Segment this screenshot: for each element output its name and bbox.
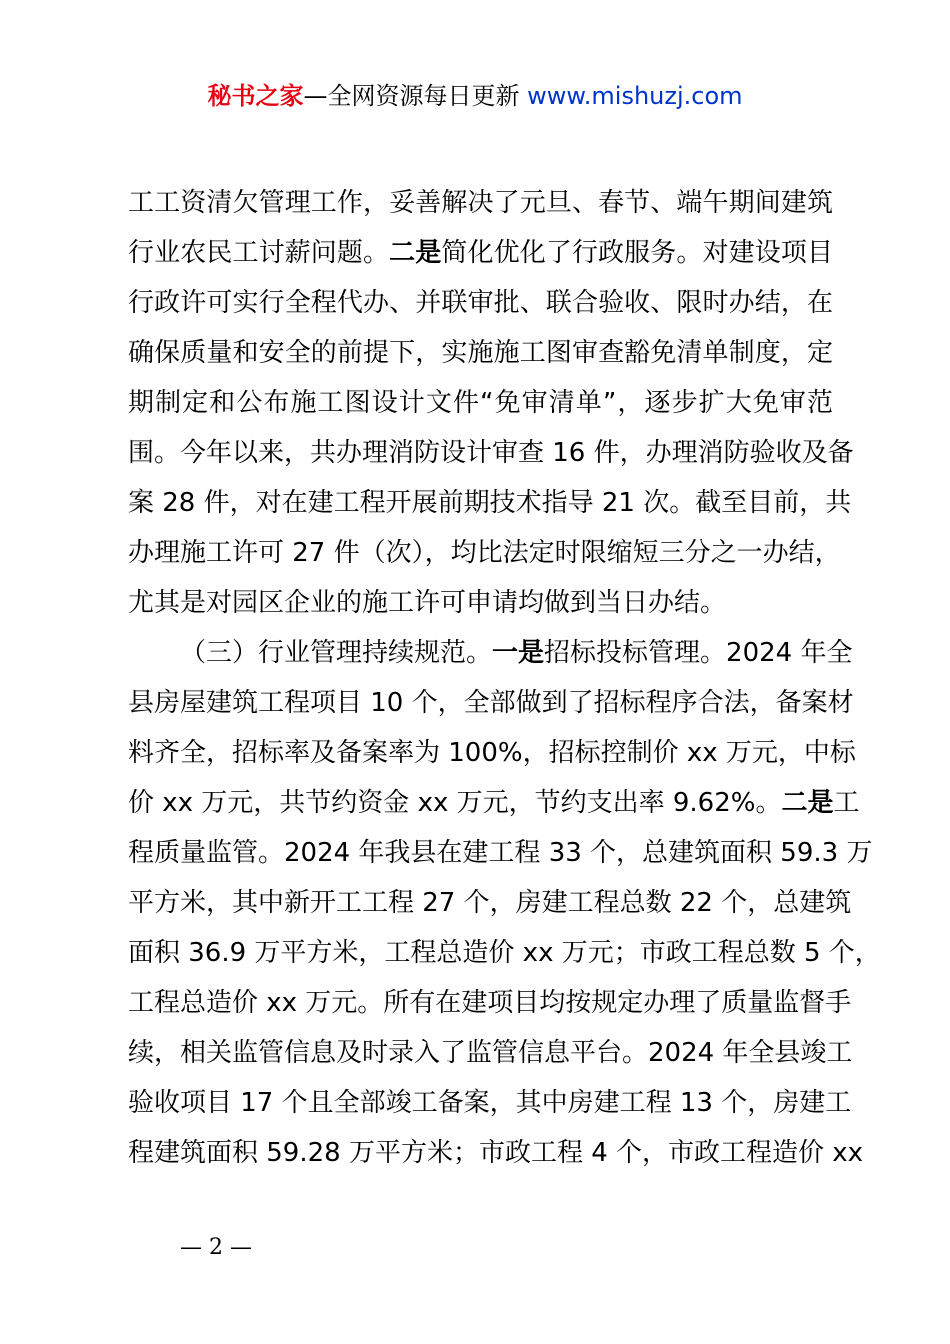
text-line: 办理施工许可 27 件（次），均比法定时限缩短三分之一办结，	[128, 538, 841, 568]
page-number: — 2 —	[180, 1235, 252, 1260]
document-body	[128, 183, 881, 1183]
text-line: 工工资清欠管理工作，妥善解决了元旦、春节、端午期间建筑	[128, 188, 833, 218]
text-line: 围。今年以来，共办理消防设计审查 16 件，办理消防验收及备	[128, 438, 854, 468]
text-line: 价 xx 万元，共节约资金 xx 万元，节约支出率 9.62%。二是工	[128, 788, 860, 818]
text-line: 工程总造价 xx 万元。所有在建项目均按规定办理了质量监督手	[128, 988, 852, 1018]
text-line: 行业农民工讨薪问题。二是简化优化了行政服务。对建设项目	[128, 238, 833, 268]
site-tagline: —全网资源每日更新	[303, 82, 520, 110]
text-line: 行政许可实行全程代办、并联审批、联合验收、限时办结，在	[128, 288, 833, 318]
text-line: 案 28 件，对在建工程开展前期技术指导 21 次。截至目前，共	[128, 488, 852, 518]
text-line: 县房屋建筑工程项目 10 个，全部做到了招标程序合法，备案材	[128, 688, 854, 718]
emphasis-label: 一是	[492, 638, 545, 668]
emphasis-label: 二是	[781, 788, 834, 818]
text-line: 确保质量和安全的前提下，实施施工图审查豁免清单制度，定	[128, 338, 833, 368]
text-line: 程建筑面积 59.28 万平方米；市政工程 4 个，市政工程造价 xx	[128, 1138, 864, 1168]
text-line: 验收项目 17 个且全部竣工备案，其中房建工程 13 个，房建工	[128, 1088, 852, 1118]
emphasis-label: 二是	[389, 238, 442, 268]
text-line: 平方米，其中新开工工程 27 个，房建工程总数 22 个，总建筑	[128, 888, 852, 918]
site-url[interactable]: www.mishuzj.com	[527, 82, 743, 110]
site-brand: 秘书之家	[207, 82, 304, 110]
text-line: 期制定和公布施工图设计文件“免审清单”，逐步扩大免审范	[128, 388, 833, 418]
text-line: 续，相关监管信息及时录入了监管信息平台。2024 年全县竣工	[128, 1038, 853, 1068]
text-line: 程质量监管。2024 年我县在建工程 33 个，总建筑面积 59.3 万	[128, 838, 873, 868]
text-line: 尤其是对园区企业的施工许可申请均做到当日办结。	[128, 588, 727, 618]
text-line: 面积 36.9 万平方米，工程总造价 xx 万元；市政工程总数 5 个，	[128, 938, 881, 968]
site-header	[0, 80, 950, 112]
text-line-section-heading: （三）行业管理持续规范。一是招标投标管理。2024 年全	[180, 638, 853, 668]
text-line: 料齐全，招标率及备案率为 100%，招标控制价 xx 万元，中标	[128, 738, 856, 768]
